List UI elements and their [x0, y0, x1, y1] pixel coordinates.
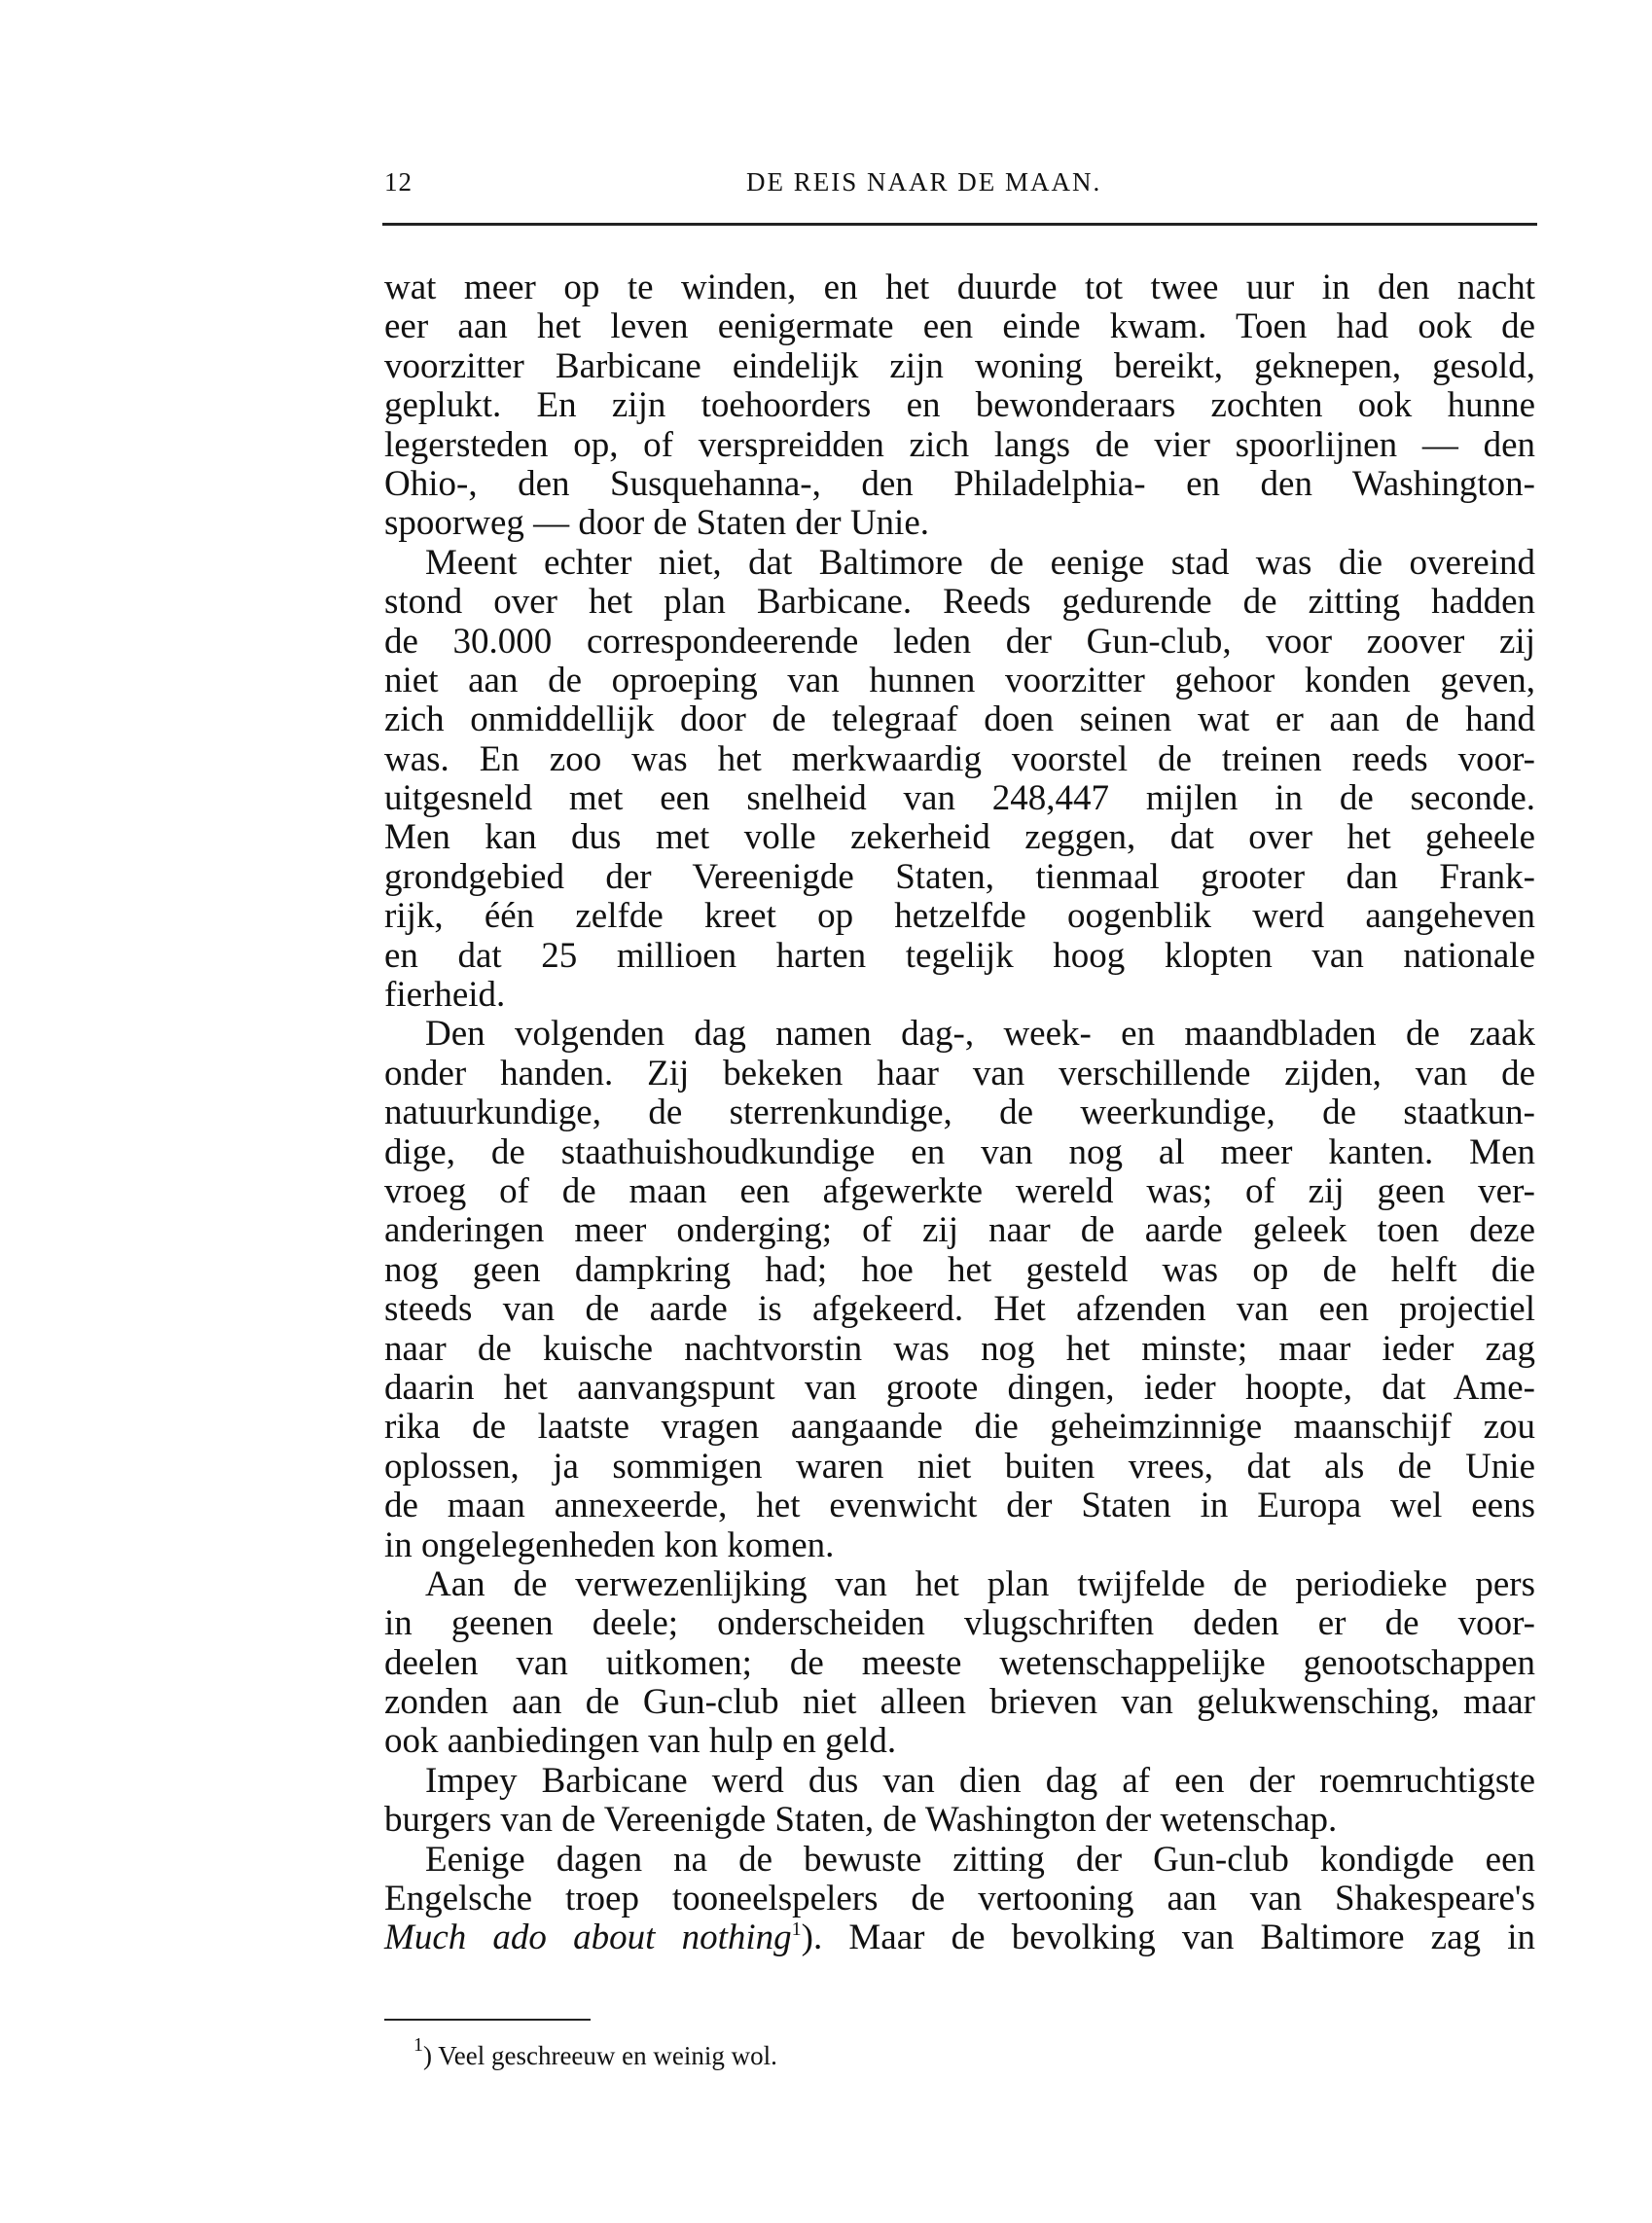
text-line: burgers van de Vereenigde Staten, de Washington der wetenschap. — [384, 1800, 1338, 1841]
paragraph — [384, 269, 1535, 544]
text-line: deelen van uitkomen; de meeste wetenschappelijke genootschappen — [384, 1642, 1535, 1683]
text-line: en dat 25 millioen harten tegelijk hoog klopten van nationale — [384, 935, 1535, 976]
running-header — [384, 167, 1535, 202]
footnote-reference: 1 — [791, 1918, 802, 1941]
footnote-rule — [384, 2019, 591, 2021]
text-line: Men kan dus met volle zekerheid zeggen, dat over het geheele — [384, 817, 1535, 858]
text-line: de maan annexeerde, het evenwicht der Staten in Europa wel eens — [384, 1486, 1535, 1526]
paragraph — [384, 1841, 1535, 1958]
text-line: oplossen, ja sommigen waren niet buiten vrees, dat als de Unie — [384, 1446, 1535, 1487]
text-line: voorzitter Barbicane eindelijk zijn woning bereikt, geknepen, gesold, — [384, 345, 1535, 386]
text-line: eer aan het leven eenigermate een einde kwam. Toen had ook de — [384, 306, 1535, 347]
body-text — [384, 269, 1535, 1958]
text-line: steeds van de aarde is afgekeerd. Het afzenden van een projectiel — [384, 1289, 1535, 1330]
text-line: rijk, één zelfde kreet op hetzelfde oogenblik werd aangeheven — [384, 896, 1535, 937]
footnote-text: ) Veel geschreeuw en weinig wol. — [423, 2041, 777, 2070]
text-line: Aan de verwezenlijking van het plan twijfelde de periodieke pers — [425, 1563, 1535, 1604]
text-line: vroeg of de maan een afgewerkte wereld was; of zij geen ver- — [384, 1170, 1535, 1211]
text-line: geplukt. En zijn toehoorders en bewonderaars zochten ook hunne — [384, 385, 1535, 426]
text-line: Impey Barbicane werd dus van dien dag af een der roemruchtigste — [425, 1760, 1535, 1801]
paragraph — [384, 544, 1535, 1016]
text-line: de 30.000 correspondeerende leden der Gun-club, voor zoover zij — [384, 621, 1535, 662]
text-line: grondgebied der Vereenigde Staten, tienmaal grooter dan Frank- — [384, 856, 1535, 897]
footnote — [413, 2034, 777, 2071]
text-line: naar de kuische nachtvorstin was nog het minste; maar ieder zag — [384, 1328, 1535, 1369]
text-line: stond over het plan Barbicane. Reeds gedurende de zitting hadden — [384, 582, 1535, 623]
text-line: in ongelegenheden kon komen. — [384, 1524, 835, 1565]
text-line: fierheid. — [384, 975, 506, 1016]
text-line: daarin het aanvangspunt van groote dingen, ieder hoopte, dat Ame- — [384, 1367, 1535, 1408]
text-line: in geenen deele; onderscheiden vlugschriften deden er de voor- — [384, 1603, 1535, 1644]
text-line: was. En zoo was het merkwaardig voorstel de treinen reeds voor- — [384, 738, 1535, 779]
italic-title: Much ado about nothing — [384, 1918, 792, 1958]
text-line: onder handen. Zij bekeken haar van verschillende zijden, van de — [384, 1053, 1535, 1094]
text-line: Eenige dagen na de bewuste zitting der Gun-club kondigde een — [425, 1839, 1535, 1880]
text-line: Ohio-, den Susquehanna-, den Philadelphia- en den Washington- — [384, 463, 1535, 504]
text-line: ook aanbiedingen van hulp en geld. — [384, 1721, 897, 1762]
text-line: Engelsche troep tooneelspelers de vertooning aan van Shakespeare's — [384, 1879, 1535, 1919]
text-line: niet aan de oproeping van hunnen voorzitter gehoor konden geven, — [384, 660, 1535, 700]
text-line: Den volgenden dag namen dag-, week- en maandbladen de zaak — [425, 1014, 1535, 1055]
text-line: zonden aan de Gun-club niet alleen brieven van gelukwensching, maar — [384, 1682, 1535, 1723]
text-line: Meent echter niet, dat Baltimore de eenige stad was die overeind — [425, 542, 1535, 583]
paragraph — [384, 1762, 1535, 1841]
running-title: DE REIS NAAR DE MAAN. — [746, 167, 1102, 197]
text-line: rika de laatste vragen aangaande die geheimzinnige maanschijf zou — [384, 1407, 1535, 1448]
text-line: wat meer op te winden, en het duurde tot twee uur in den nacht — [384, 268, 1535, 307]
text-line — [384, 1918, 1535, 1957]
text-line: legersteden op, of verspreidden zich langs de vier spoorlijnen — den — [384, 424, 1535, 465]
paragraph — [384, 1015, 1535, 1564]
text-line: zich onmiddellijk door de telegraaf doen seinen wat er aan de hand — [384, 699, 1535, 740]
footnote-marker: 1 — [413, 2034, 423, 2056]
text-line: dige, de staathuishoudkundige en van nog al meer kanten. Men — [384, 1131, 1535, 1172]
text-line: spoorweg — door de Staten der Unie. — [384, 503, 930, 544]
page-number: 12 — [384, 167, 413, 197]
header-rule — [382, 223, 1537, 226]
text-line: natuurkundige, de sterrenkundige, de weerkundige, de staatkun- — [384, 1093, 1535, 1133]
paragraph — [384, 1565, 1535, 1762]
text-line: uitgesneld met een snelheid van 248,447 mijlen in de seconde. — [384, 778, 1535, 819]
text-line: anderingen meer onderging; of zij naar de aarde geleek toen deze — [384, 1210, 1535, 1251]
text-line: nog geen dampkring had; hoe het gesteld was op de helft die — [384, 1249, 1535, 1290]
text-run: ). Maar de bevolking van Baltimore zag in — [801, 1918, 1535, 1958]
